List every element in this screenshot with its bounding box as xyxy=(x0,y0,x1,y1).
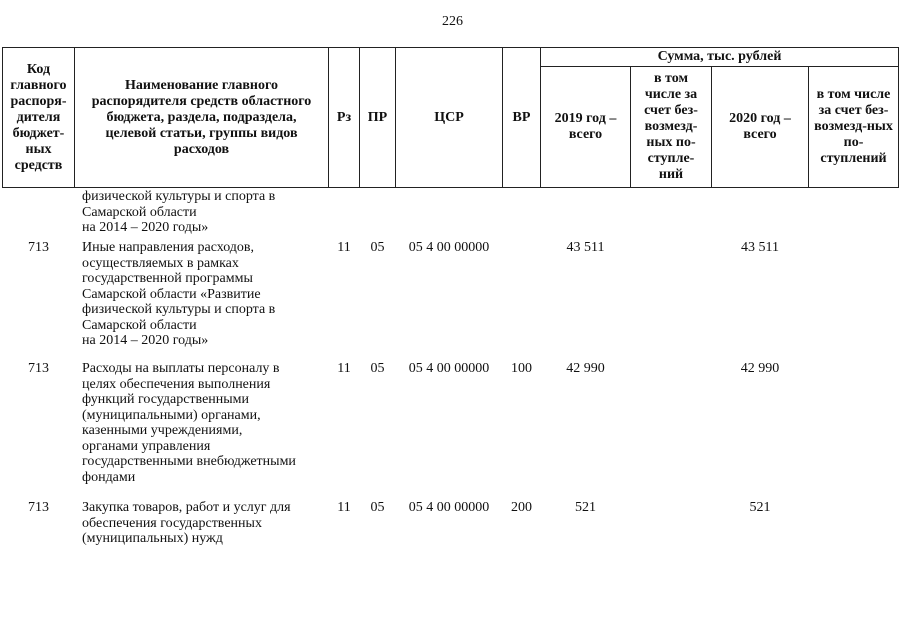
row-pr: 05 xyxy=(370,361,385,376)
row-rz: 11 xyxy=(337,240,351,255)
row-2020-total: 521 xyxy=(749,500,771,515)
row-code: 713 xyxy=(28,361,49,376)
header-pr: ПР xyxy=(367,109,388,125)
row-2020-total: 43 511 xyxy=(741,240,779,255)
carry-over-text: физической культуры и спорта в Самарской области на 2014 – 2020 годы» xyxy=(82,189,276,235)
row-name: Закупка товаров, работ и услуг для обеспечения государственных (муниципальных) нужд xyxy=(82,500,291,546)
row-vr: 100 xyxy=(511,361,532,376)
row-pr: 05 xyxy=(370,500,385,515)
header-code: Код главного распоря-дителя бюджет-ных средств xyxy=(10,61,67,173)
row-rz: 11 xyxy=(337,500,351,515)
header-rz: Рз xyxy=(336,109,352,125)
row-code: 713 xyxy=(28,240,49,255)
row-2019-total: 42 990 xyxy=(566,361,605,376)
row-csr: 05 4 00 00000 xyxy=(408,240,490,255)
header-2020-free: в том числе за счет без-возмезд-ных по-ступлений xyxy=(814,87,893,166)
header-name: Наименование главного распорядителя средств областного бюджета, раздела, подраздела, целевой статьи, группы видов расходов xyxy=(91,77,312,157)
row-pr: 05 xyxy=(370,240,385,255)
row-csr: 05 4 00 00000 xyxy=(408,361,490,376)
row-code: 713 xyxy=(28,500,49,515)
page-number: 226 xyxy=(442,14,463,29)
header-sum: Сумма, тыс. рублей xyxy=(657,49,782,64)
header-2019-free: в том числе за счет без-возмезд-ных по-ступле-ний xyxy=(644,71,698,182)
header-csr: ЦСР xyxy=(434,109,464,125)
header-vr: ВР xyxy=(512,109,531,125)
row-2019-total: 43 511 xyxy=(566,240,605,255)
row-csr: 05 4 00 00000 xyxy=(408,500,490,515)
row-name: Иные направления расходов, осуществляемых в рамках государственной программы Самарской области «Развитие физической культуры и спорта в Самарской области на 2014 – 2020 годы» xyxy=(82,240,276,348)
row-name: Расходы на выплаты персоналу в целях обеспечения выполнения функций государственными (муниципальными) органами, казенными учреждениями, органами управления государственными внебюджетными фондами xyxy=(82,361,296,485)
row-vr: 200 xyxy=(511,500,532,515)
row-rz: 11 xyxy=(337,361,351,376)
row-2020-total: 42 990 xyxy=(740,361,780,376)
row-2019-total: 521 xyxy=(575,500,596,515)
header-2020-total: 2020 год – всего xyxy=(729,111,791,142)
header-2019-total: 2019 год – всего xyxy=(554,111,617,142)
